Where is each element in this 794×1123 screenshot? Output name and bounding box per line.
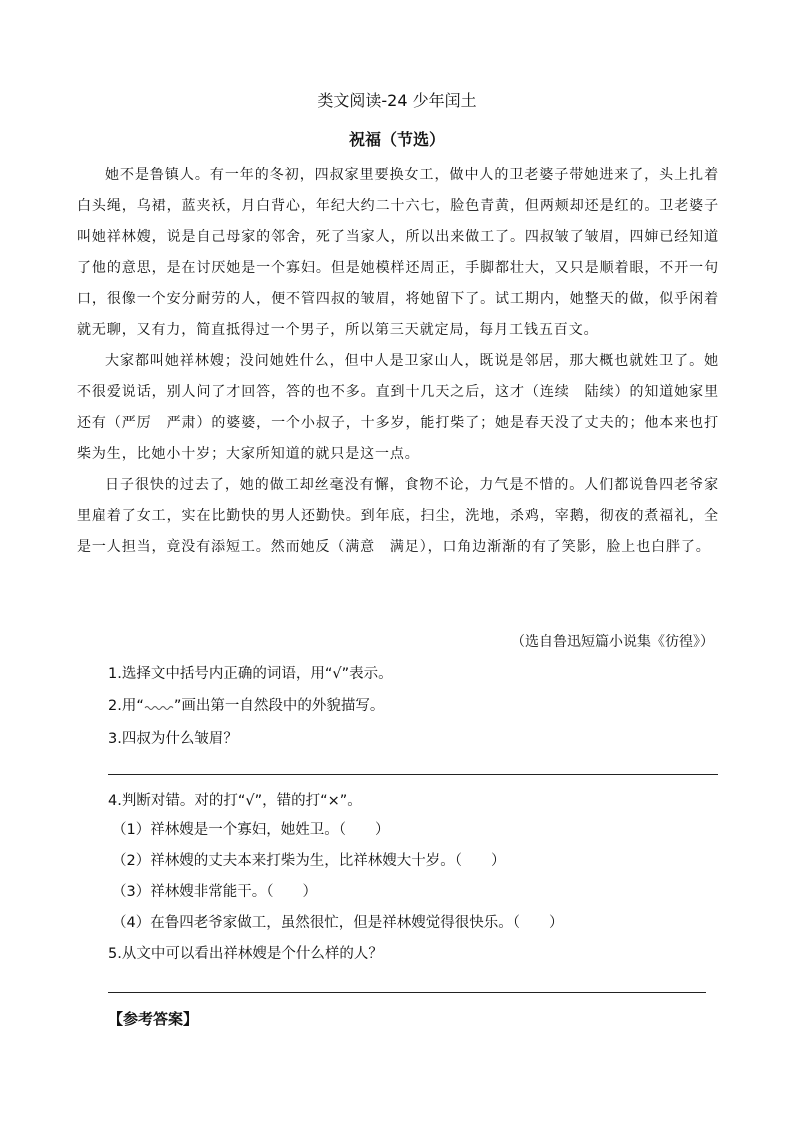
question-3: 3.四叔为什么皱眉？ xyxy=(108,731,238,747)
passage-paragraph-3: 日子很快的过去了，她的做工却丝毫没有懈，食物不论，力气是不惜的。人们都说鲁四老爷家里雇着了女工，实在比勤快的男人还勤快。到年底，扫尘，洗地，杀鸡，宰鹅，彻夜的煮福礼，全是一人担当，竟没有添短工。然而她反（满意 满足），口角边渐渐的有了笑影，脸上也白胖了。 xyxy=(77,477,719,555)
answer-line-5[interactable] xyxy=(108,992,706,993)
wavy-underline-icon xyxy=(144,701,174,711)
answer-line-3[interactable] xyxy=(108,774,718,775)
passage-paragraph-1: 她不是鲁镇人。有一年的冬初，四叔家里要换女工，做中人的卫老婆子带她进来了，头上扎着白头绳，乌裙，蓝夹袄，月白背心，年纪大约二十六七，脸色青黄，但两颊却还是红的。卫老婆子叫她祥林嫂，说是自己母家的邻舍，死了当家人，所以出来做工了。四叔皱了皱眉，四婶已经知道了他的意思，是在讨厌她是一个寡妇。但是她模样还周正，手脚都壮大，又只是顺着眼，不开一句口，很像一个安分耐劳的人，便不管四叔的皱眉，将她留下了。试工期内，她整天的做，似乎闲着就无聊，又有力，简直抵得过一个男子，所以第三天就定局，每月工钱五百文。 xyxy=(77,167,719,338)
question-4-item-4[interactable]: （4）在鲁四老爷家做工，虽然很忙，但是祥林嫂觉得很快乐。（ ） xyxy=(112,915,564,931)
passage-title: 祝福（节选） xyxy=(348,130,445,149)
source-citation: （选自鲁迅短篇小说集《彷徨》） xyxy=(511,634,714,650)
question-2-prefix: 2.用“ xyxy=(108,698,144,714)
passage-body xyxy=(77,160,719,563)
question-4-item-2[interactable]: （2）祥林嫂的丈夫本来打柴为生，比祥林嫂大十岁。（ ） xyxy=(112,853,506,869)
page-title: 类文阅读-24 少年闰土 xyxy=(317,91,477,110)
question-4: 4.判断对错。对的打“√”，错的打“×”。 xyxy=(108,793,362,809)
question-1: 1.选择文中括号内正确的词语，用“√”表示。 xyxy=(108,666,393,682)
passage-paragraph-2: 大家都叫她祥林嫂；没问她姓什么，但中人是卫家山人，既说是邻居，那大概也就姓卫了。她不很爱说话，别人问了才回答，答的也不多。直到十几天之后，这才（连续 陆续）的知道她家里还有（严厉 严肃）的婆婆，一个小叔子，十多岁，能打柴了；她是春天没了丈夫的；他本来也打柴为生，比她小十岁；大家所知道的就只是这一点。 xyxy=(77,353,719,462)
question-4-item-1[interactable]: （1）祥林嫂是一个寡妇，她姓卫。（ ） xyxy=(112,822,390,838)
question-2 xyxy=(108,696,384,716)
answer-key-heading: 【参考答案】 xyxy=(108,1010,199,1028)
question-2-suffix: ”画出第一自然段中的外貌描写。 xyxy=(173,698,385,714)
question-5: 5.从文中可以看出祥林嫂是个什么样的人？ xyxy=(108,946,383,962)
question-4-item-3[interactable]: （3）祥林嫂非常能干。（ ） xyxy=(112,884,317,900)
